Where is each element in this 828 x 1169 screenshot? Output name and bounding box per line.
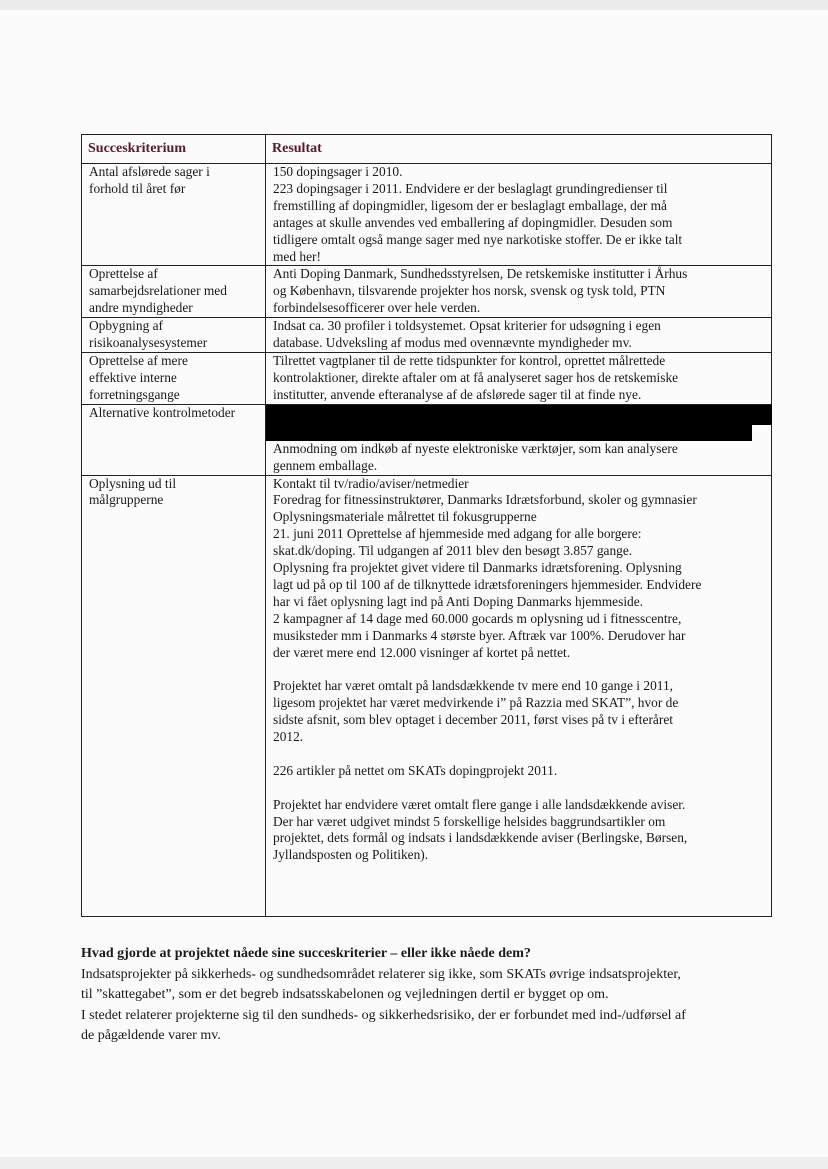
result-line: musiksteder mm i Danmarks 4 største byer. Aftræk var 100%. Derudover har [273, 627, 686, 643]
criterion-cell [82, 318, 266, 353]
result-line: tidligere omtalt også mange sager med nye narkotiske stoffer. De er ikke talt [273, 231, 683, 247]
result-line: Tilrettet vagtplaner til de rette tidspunkter for kontrol, oprettet målrettede [273, 352, 666, 368]
criterion-line: forhold til året før [89, 180, 186, 196]
result-line: Projektet har endvidere været omtalt flere gange i alle landsdækkende aviser. [273, 796, 686, 812]
section-line: de pågældende varer mv. [81, 1028, 221, 1043]
criterion-cell [82, 266, 266, 318]
result-line: institutter, anvende efteranalyse af de afslørede sager til at finde nye. [273, 386, 642, 402]
header-criterion: Succeskriterium [82, 135, 266, 164]
criterion-line: effektive interne [89, 369, 177, 385]
criterion-cell [82, 404, 266, 475]
paragraph-gap [273, 746, 767, 763]
result-line: projektet, dets formål og indsats i landsdækkende aviser (Berlingske, Børsen, [273, 830, 688, 846]
result-line: 2 kampagner af 14 dage med 60.000 gocards m oplysning ud i fitnesscentre, [273, 610, 682, 626]
table-row [82, 475, 772, 916]
table-row [82, 164, 772, 266]
result-line: Foredrag for fitnessinstruktører, Danmarks Idrætsforbund, skoler og gymnasier [273, 492, 697, 508]
table-row [82, 318, 772, 353]
result-line: med her! [273, 248, 321, 264]
section-line: Indsatsprojekter på sikkerheds- og sundhedsområdet relaterer sig ikke, som SKATs øvrige indsatsprojekter, [81, 966, 681, 982]
result-line: Projektet har været omtalt på landsdækkende tv mere end 10 gange i 2011, [273, 678, 674, 694]
section-line: I stedet relaterer projekterne sig til den sundheds- og sikkerhedsrisiko, der er forbundet med ind-/udførsel af [81, 1007, 686, 1023]
result-line: og København, tilsvarende projekter hos norsk, svensk og tysk told, PTN [273, 283, 666, 299]
criterion-line: andre myndigheder [89, 300, 193, 316]
scan-bottom-edge [0, 1157, 828, 1169]
result-line: Der har været udgivet mindst 5 forskellige helsides baggrundsartikler om [273, 813, 666, 829]
criterion-cell [82, 352, 266, 404]
result-line: kontrolaktioner, direkte aftaler om at få analyseret sager hos de retskemiske [273, 369, 679, 385]
criterion-line: Opbygning af [89, 318, 164, 334]
criterion-cell [82, 475, 266, 916]
table-row [82, 352, 772, 404]
result-line: Oplysningsmateriale målrettet til fokusgrupperne [273, 509, 537, 525]
result-line: antages at skulle anvendes ved emballering af dopingmidler. Desuden som [273, 214, 673, 230]
result-line: skat.dk/doping. Til udgangen af 2011 blev den besøgt 3.857 gange. [273, 543, 633, 559]
result-cell [266, 475, 772, 916]
result-cell [266, 318, 772, 353]
result-line: 223 dopingsager i 2011. Endvidere er der beslaglagt grundingredienser til [273, 180, 668, 196]
result-line: 2012. [273, 729, 304, 745]
criterion-line: samarbejdsrelationer med [89, 283, 227, 299]
result-line: der været mere end 12.000 visninger af kortet på nettet. [273, 644, 571, 660]
criterion-line: Oprettelse af mere [89, 352, 188, 368]
result-cell [266, 404, 772, 475]
result-line: fremstilling af dopingmidler, ligesom der er beslaglagt emballage, der må [273, 197, 667, 213]
header-result: Resultat [266, 135, 772, 164]
result-cell [266, 164, 772, 266]
criterion-line: Antal afslørede sager i [89, 164, 210, 179]
criterion-cell [82, 164, 266, 266]
redaction-bar [266, 405, 752, 441]
result-line: har vi fået oplysning lagt ind på Anti Doping Danmarks hjemmeside. [273, 593, 644, 609]
result-line: 150 dopingsager i 2010. [273, 164, 403, 179]
result-line: Anmodning om indkøb af nyeste elektroniske værktøjer, som kan analysere [273, 440, 678, 456]
evaluation-section [81, 944, 781, 1047]
criterion-line: Oprettelse af [89, 266, 158, 282]
result-line: Anti Doping Danmark, Sundhedsstyrelsen, De retskemiske institutter i Århus [273, 266, 688, 282]
success-criteria-table [81, 134, 772, 917]
result-line: ligesom projektet har været medvirkende i” på Razzia med SKAT”, hvor de [273, 695, 679, 711]
section-line: til ”skattegabet”, som er det begreb indsatsskabelonen og vejledningen dertil er bygget op om. [81, 987, 609, 1002]
table-header-row [82, 135, 772, 164]
result-line: Kontakt til tv/radio/aviser/netmedier [273, 475, 469, 491]
result-line: sidste afsnit, som blev optaget i december 2011, først vises på tv i efteråret [273, 712, 673, 728]
table-row [82, 266, 772, 318]
result-line: Indsat ca. 30 profiler i toldsystemet. Opsat kriterier for udsøgning i egen [273, 318, 661, 334]
result-line: Jyllandsposten og Politiken). [273, 847, 429, 863]
paragraph-gap [273, 780, 767, 797]
result-cell [266, 352, 772, 404]
result-line: database. Udveksling af modus med ovennævnte myndigheder mv. [273, 335, 632, 351]
criterion-line: risikoanalysesystemer [89, 335, 208, 351]
table-row [82, 404, 772, 475]
criterion-line: Oplysning ud til [89, 475, 177, 491]
result-line: 21. juni 2011 Oprettelse af hjemmeside med adgang for alle borgere: [273, 526, 642, 542]
result-line: forbindelsesofficerer over hele verden. [273, 300, 481, 316]
criterion-line: målgrupperne [89, 492, 164, 508]
result-line: gennem emballage. [273, 457, 378, 473]
paragraph-gap [273, 661, 767, 678]
criterion-line: Alternative kontrolmetoder [89, 404, 236, 420]
result-line: lagt ud på op til 100 af de tilknyttede idrætsforeningers hjemmesider. Endvidere [273, 576, 702, 592]
scan-top-edge [0, 0, 828, 10]
result-line: Oplysning fra projektet givet videre til Danmarks idrætsforening. Oplysning [273, 560, 682, 576]
result-cell [266, 266, 772, 318]
section-heading: Hvad gjorde at projektet nåede sine succeskriterier – eller ikke nåede dem? [81, 946, 531, 961]
result-line: 226 artikler på nettet om SKATs dopingprojekt 2011. [273, 762, 558, 778]
criterion-line: forretningsgange [89, 386, 180, 402]
